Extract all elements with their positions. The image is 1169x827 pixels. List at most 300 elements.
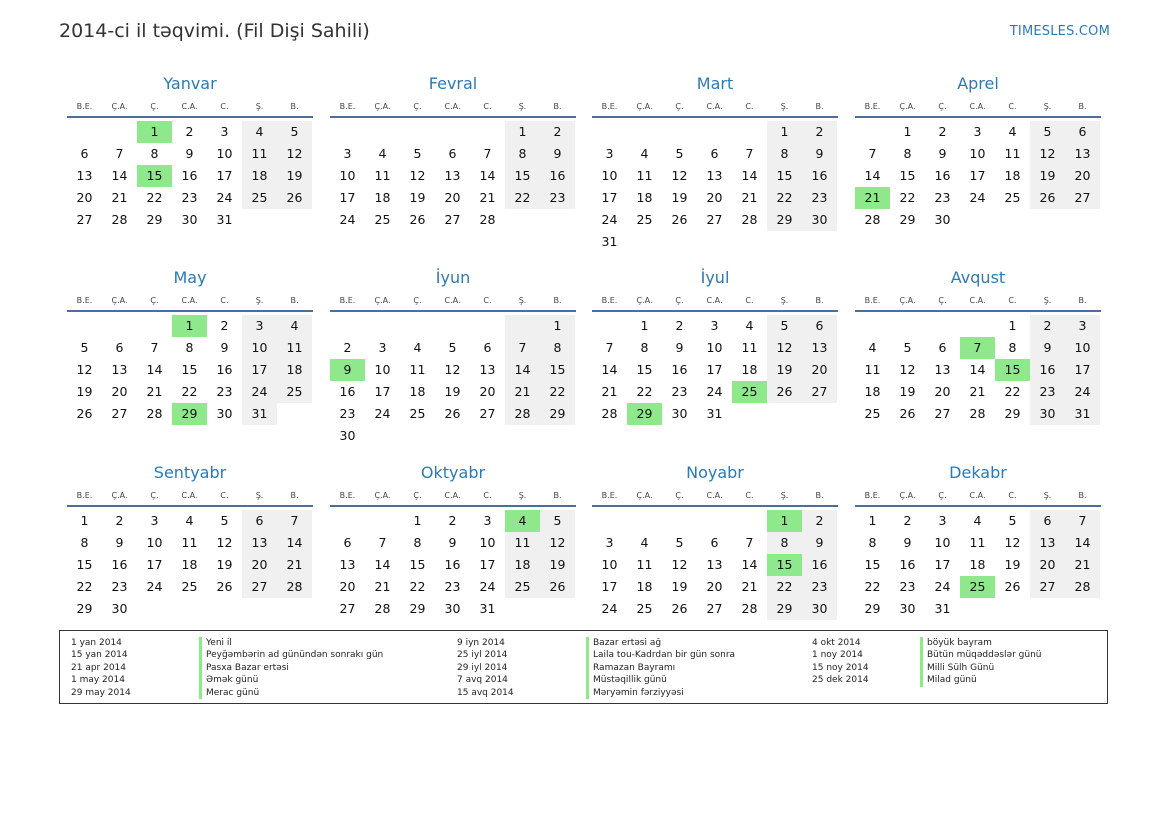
day-cell: 7 bbox=[277, 510, 312, 532]
holiday-day-cell: 15 bbox=[767, 554, 802, 576]
weekday-label: Ş. bbox=[518, 296, 527, 305]
day-cell: 21 bbox=[505, 381, 540, 403]
day-cell: 27 bbox=[1065, 187, 1100, 209]
legend-holiday: Peyğəmbərin ad günündən sonrakı gün bbox=[199, 649, 383, 661]
day-cell: 25 bbox=[864, 406, 881, 421]
day-cell: 12 bbox=[1030, 143, 1065, 165]
day-cell: 22 bbox=[146, 190, 163, 205]
holiday-day-cell: 1 bbox=[767, 510, 802, 532]
weekday-label: C. bbox=[483, 102, 492, 111]
day-cell: 12 bbox=[444, 362, 461, 377]
day-cell: 26 bbox=[767, 381, 802, 403]
day-cell: 17 bbox=[601, 579, 618, 594]
day-cell: 13 bbox=[1030, 532, 1065, 554]
weekday-header bbox=[592, 98, 838, 118]
legend-holiday: Məryəmin fərziyyəsi bbox=[586, 687, 735, 699]
holiday-day-cell: 29 bbox=[627, 403, 662, 425]
day-cell: 28 bbox=[864, 212, 881, 227]
day-cell: 12 bbox=[767, 337, 802, 359]
legend-holiday: Əmək günü bbox=[199, 674, 383, 686]
legend-names-2 bbox=[586, 637, 735, 699]
day-cell: 19 bbox=[671, 190, 688, 205]
day-cell: 14 bbox=[277, 532, 312, 554]
day-cell: 16 bbox=[1030, 359, 1065, 381]
day-cell: 8 bbox=[185, 340, 194, 355]
empty-cell bbox=[102, 121, 137, 143]
day-cell: 4 bbox=[640, 146, 649, 161]
day-cell: 6 bbox=[802, 315, 837, 337]
weekday-label: B.E. bbox=[864, 296, 881, 305]
day-cell: 11 bbox=[409, 362, 426, 377]
weekday-label: Ç. bbox=[150, 102, 159, 111]
day-cell: 18 bbox=[636, 579, 653, 594]
day-cell: 9 bbox=[903, 535, 912, 550]
day-cell: 6 bbox=[938, 340, 947, 355]
day-cell: 6 bbox=[1030, 510, 1065, 532]
empty-cell bbox=[592, 510, 627, 532]
day-cell: 10 bbox=[601, 557, 618, 572]
day-cell: 4 bbox=[378, 146, 387, 161]
day-cell: 14 bbox=[864, 168, 881, 183]
day-cell: 25 bbox=[242, 187, 277, 209]
day-cell: 24 bbox=[601, 601, 618, 616]
legend-date: 1 noy 2014 bbox=[812, 650, 863, 661]
day-cell: 2 bbox=[675, 318, 684, 333]
day-grid bbox=[592, 315, 838, 425]
weekday-label: C.A. bbox=[181, 102, 198, 111]
day-cell: 19 bbox=[671, 579, 688, 594]
weekday-label: Ç.A. bbox=[111, 102, 128, 111]
day-cell: 13 bbox=[479, 362, 496, 377]
weekday-label: C.A. bbox=[969, 296, 986, 305]
month-title: May bbox=[173, 268, 207, 287]
day-cell: 11 bbox=[242, 143, 277, 165]
day-cell: 16 bbox=[671, 362, 688, 377]
day-cell: 18 bbox=[969, 557, 986, 572]
month-block bbox=[67, 462, 313, 620]
day-cell: 25 bbox=[636, 601, 653, 616]
weekday-label: Ç.A. bbox=[374, 102, 391, 111]
weekday-header bbox=[330, 292, 576, 312]
holiday-day-cell: 15 bbox=[137, 165, 172, 187]
empty-cell bbox=[400, 121, 435, 143]
legend-date: 15 yan 2014 bbox=[71, 650, 128, 661]
day-cell: 5 bbox=[540, 510, 575, 532]
legend-holiday: Pasxa Bazar ertəsi bbox=[199, 662, 383, 674]
weekday-label: B.E. bbox=[601, 102, 618, 111]
weekday-label: Ç. bbox=[675, 102, 684, 111]
day-cell: 19 bbox=[409, 190, 426, 205]
day-cell: 4 bbox=[640, 535, 649, 550]
day-cell: 8 bbox=[868, 535, 877, 550]
day-cell: 19 bbox=[540, 554, 575, 576]
holiday-day-cell: 1 bbox=[172, 315, 207, 337]
day-cell: 14 bbox=[1065, 532, 1100, 554]
month-title: Yanvar bbox=[163, 74, 217, 93]
day-cell: 24 bbox=[934, 579, 951, 594]
weekday-label: B. bbox=[815, 296, 824, 305]
weekday-label: C. bbox=[1008, 102, 1017, 111]
day-cell: 20 bbox=[242, 554, 277, 576]
empty-cell bbox=[435, 315, 470, 337]
day-cell: 23 bbox=[934, 190, 951, 205]
weekday-label: C.A. bbox=[706, 491, 723, 500]
day-cell: 2 bbox=[115, 513, 124, 528]
day-cell: 30 bbox=[181, 212, 198, 227]
weekday-label: Ş. bbox=[255, 102, 264, 111]
weekday-label: C. bbox=[220, 102, 229, 111]
day-cell: 21 bbox=[1065, 554, 1100, 576]
day-cell: 1 bbox=[413, 513, 422, 528]
day-cell: 5 bbox=[80, 340, 89, 355]
day-cell: 24 bbox=[969, 190, 986, 205]
day-cell: 13 bbox=[934, 362, 951, 377]
day-cell: 29 bbox=[767, 209, 802, 231]
empty-cell bbox=[330, 510, 365, 532]
weekday-label: Ç. bbox=[675, 296, 684, 305]
weekday-label: B. bbox=[1078, 102, 1087, 111]
day-cell: 23 bbox=[540, 187, 575, 209]
day-cell: 22 bbox=[767, 187, 802, 209]
day-cell: 27 bbox=[479, 406, 496, 421]
day-cell: 15 bbox=[409, 557, 426, 572]
day-cell: 27 bbox=[76, 212, 93, 227]
day-cell: 26 bbox=[671, 601, 688, 616]
weekday-label: B. bbox=[815, 491, 824, 500]
day-cell: 13 bbox=[111, 362, 128, 377]
day-cell: 10 bbox=[216, 146, 233, 161]
day-cell: 9 bbox=[448, 535, 457, 550]
weekday-label: B.E. bbox=[339, 102, 356, 111]
day-cell: 12 bbox=[76, 362, 93, 377]
legend-holiday: Ramazan Bayramı bbox=[586, 662, 735, 674]
month-title: Sentyabr bbox=[153, 463, 227, 482]
day-cell: 4 bbox=[745, 318, 754, 333]
weekday-label: B. bbox=[290, 491, 299, 500]
day-cell: 8 bbox=[767, 143, 802, 165]
day-cell: 26 bbox=[277, 187, 312, 209]
day-cell: 12 bbox=[1004, 535, 1021, 550]
day-cell: 27 bbox=[1030, 576, 1065, 598]
day-cell: 28 bbox=[969, 406, 986, 421]
day-cell: 11 bbox=[181, 535, 198, 550]
day-cell: 5 bbox=[903, 340, 912, 355]
day-cell: 3 bbox=[973, 124, 982, 139]
day-cell: 3 bbox=[220, 124, 229, 139]
day-cell: 14 bbox=[969, 362, 986, 377]
day-cell: 30 bbox=[671, 406, 688, 421]
day-cell: 13 bbox=[242, 532, 277, 554]
day-cell: 15 bbox=[899, 168, 916, 183]
day-cell: 16 bbox=[934, 168, 951, 183]
day-cell: 9 bbox=[802, 143, 837, 165]
day-cell: 8 bbox=[1008, 340, 1017, 355]
holiday-day-cell: 7 bbox=[960, 337, 995, 359]
month-title: Oktyabr bbox=[420, 463, 486, 482]
day-cell: 8 bbox=[505, 143, 540, 165]
day-cell: 29 bbox=[540, 403, 575, 425]
day-cell: 18 bbox=[864, 384, 881, 399]
day-cell: 23 bbox=[1030, 381, 1065, 403]
day-cell: 16 bbox=[540, 165, 575, 187]
day-cell: 19 bbox=[444, 384, 461, 399]
day-cell: 30 bbox=[1030, 403, 1065, 425]
day-cell: 15 bbox=[505, 165, 540, 187]
day-grid bbox=[330, 121, 576, 231]
day-cell: 9 bbox=[938, 146, 947, 161]
day-cell: 4 bbox=[973, 513, 982, 528]
weekday-header bbox=[67, 98, 313, 118]
day-cell: 10 bbox=[339, 168, 356, 183]
day-cell: 16 bbox=[802, 554, 837, 576]
day-cell: 11 bbox=[636, 168, 653, 183]
weekday-label: C. bbox=[1008, 491, 1017, 500]
day-cell: 14 bbox=[741, 168, 758, 183]
day-cell: 21 bbox=[374, 579, 391, 594]
day-cell: 8 bbox=[413, 535, 422, 550]
day-cell: 7 bbox=[150, 340, 159, 355]
day-cell: 16 bbox=[802, 165, 837, 187]
month-block bbox=[330, 73, 576, 231]
empty-cell bbox=[925, 315, 960, 337]
day-cell: 12 bbox=[899, 362, 916, 377]
page-title: 2014-ci il təqvimi. (Fil Dişi Sahili) bbox=[59, 20, 370, 42]
day-cell: 5 bbox=[220, 513, 229, 528]
day-cell: 29 bbox=[767, 598, 802, 620]
empty-cell bbox=[137, 315, 172, 337]
day-cell: 1 bbox=[640, 318, 649, 333]
day-cell: 3 bbox=[938, 513, 947, 528]
day-cell: 9 bbox=[115, 535, 124, 550]
weekday-label: C.A. bbox=[706, 296, 723, 305]
day-cell: 15 bbox=[76, 557, 93, 572]
day-cell: 25 bbox=[277, 381, 312, 403]
weekday-label: B.E. bbox=[76, 296, 93, 305]
weekday-header bbox=[330, 487, 576, 507]
day-cell: 20 bbox=[111, 384, 128, 399]
legend-holiday: Müstəqillik günü bbox=[586, 674, 735, 686]
day-cell: 27 bbox=[444, 212, 461, 227]
weekday-label: B.E. bbox=[864, 102, 881, 111]
day-cell: 2 bbox=[540, 121, 575, 143]
day-cell: 18 bbox=[505, 554, 540, 576]
day-cell: 12 bbox=[409, 168, 426, 183]
weekday-label: Ç.A. bbox=[636, 491, 653, 500]
holiday-day-cell: 15 bbox=[995, 359, 1030, 381]
day-cell: 17 bbox=[601, 190, 618, 205]
day-cell: 17 bbox=[242, 359, 277, 381]
day-cell: 22 bbox=[505, 187, 540, 209]
day-cell: 23 bbox=[802, 187, 837, 209]
day-cell: 28 bbox=[146, 406, 163, 421]
month-block bbox=[592, 73, 838, 253]
day-cell: 7 bbox=[745, 535, 754, 550]
empty-cell bbox=[662, 510, 697, 532]
weekday-header bbox=[330, 98, 576, 118]
day-cell: 4 bbox=[868, 340, 877, 355]
empty-cell bbox=[732, 510, 767, 532]
day-cell: 24 bbox=[479, 579, 496, 594]
day-cell: 7 bbox=[378, 535, 387, 550]
day-cell: 21 bbox=[479, 190, 496, 205]
empty-cell bbox=[662, 121, 697, 143]
day-cell: 18 bbox=[1004, 168, 1021, 183]
weekday-label: C. bbox=[745, 102, 754, 111]
day-cell: 24 bbox=[601, 212, 618, 227]
site-link[interactable]: TIMESLES.COM bbox=[1009, 24, 1110, 39]
day-cell: 9 bbox=[540, 143, 575, 165]
day-cell: 20 bbox=[1065, 165, 1100, 187]
weekday-label: Ç. bbox=[150, 491, 159, 500]
day-grid bbox=[67, 315, 313, 425]
day-cell: 4 bbox=[185, 513, 194, 528]
day-cell: 3 bbox=[605, 146, 614, 161]
month-block bbox=[855, 462, 1101, 620]
month-block bbox=[592, 462, 838, 620]
empty-cell bbox=[102, 315, 137, 337]
day-cell: 29 bbox=[409, 601, 426, 616]
day-cell: 19 bbox=[767, 359, 802, 381]
day-cell: 6 bbox=[1065, 121, 1100, 143]
day-cell: 28 bbox=[505, 403, 540, 425]
legend-date: 9 iyn 2014 bbox=[457, 638, 505, 648]
month-block bbox=[855, 73, 1101, 231]
day-cell: 14 bbox=[374, 557, 391, 572]
day-cell: 3 bbox=[483, 513, 492, 528]
day-cell: 23 bbox=[339, 406, 356, 421]
day-cell: 5 bbox=[675, 535, 684, 550]
day-cell: 2 bbox=[185, 124, 194, 139]
weekday-label: C.A. bbox=[969, 491, 986, 500]
day-cell: 24 bbox=[242, 381, 277, 403]
holiday-day-cell: 29 bbox=[172, 403, 207, 425]
weekday-label: Ş. bbox=[255, 296, 264, 305]
day-cell: 23 bbox=[444, 579, 461, 594]
day-cell: 18 bbox=[181, 557, 198, 572]
month-title: Avqust bbox=[950, 268, 1006, 287]
day-cell: 11 bbox=[636, 557, 653, 572]
weekday-label: B.E. bbox=[864, 491, 881, 500]
day-cell: 10 bbox=[601, 168, 618, 183]
weekday-label: Ç.A. bbox=[111, 491, 128, 500]
month-block bbox=[592, 267, 838, 425]
month-block bbox=[67, 267, 313, 425]
weekday-label: Ş. bbox=[780, 102, 789, 111]
day-cell: 6 bbox=[343, 535, 352, 550]
day-cell: 29 bbox=[76, 601, 93, 616]
empty-cell bbox=[330, 121, 365, 143]
day-cell: 10 bbox=[242, 337, 277, 359]
day-cell: 1 bbox=[1008, 318, 1017, 333]
day-cell: 5 bbox=[767, 315, 802, 337]
day-cell: 8 bbox=[150, 146, 159, 161]
day-cell: 22 bbox=[76, 579, 93, 594]
empty-cell bbox=[505, 315, 540, 337]
day-cell: 26 bbox=[540, 576, 575, 598]
day-cell: 6 bbox=[115, 340, 124, 355]
day-cell: 24 bbox=[216, 190, 233, 205]
day-cell: 1 bbox=[868, 513, 877, 528]
day-cell: 15 bbox=[864, 557, 881, 572]
weekday-header bbox=[855, 487, 1101, 507]
day-cell: 2 bbox=[802, 121, 837, 143]
day-cell: 1 bbox=[540, 315, 575, 337]
day-cell: 13 bbox=[802, 337, 837, 359]
day-cell: 15 bbox=[636, 362, 653, 377]
month-title: Noyabr bbox=[686, 463, 744, 482]
legend-date: 25 dek 2014 bbox=[812, 675, 869, 686]
day-cell: 27 bbox=[802, 381, 837, 403]
weekday-label: B.E. bbox=[601, 296, 618, 305]
weekday-label: B.E. bbox=[339, 296, 356, 305]
legend-holiday: Milad günü bbox=[920, 674, 1041, 686]
day-cell: 16 bbox=[339, 384, 356, 399]
day-cell: 12 bbox=[671, 557, 688, 572]
day-cell: 28 bbox=[111, 212, 128, 227]
day-grid bbox=[855, 315, 1101, 425]
day-cell: 21 bbox=[601, 384, 618, 399]
day-cell: 18 bbox=[374, 190, 391, 205]
day-cell: 3 bbox=[1065, 315, 1100, 337]
legend-holiday: Merac günü bbox=[199, 687, 383, 699]
day-cell: 2 bbox=[343, 340, 352, 355]
day-cell: 14 bbox=[505, 359, 540, 381]
day-grid bbox=[67, 121, 313, 231]
month-title: Dekabr bbox=[949, 463, 1007, 482]
day-cell: 27 bbox=[706, 601, 723, 616]
day-cell: 2 bbox=[903, 513, 912, 528]
day-grid bbox=[592, 121, 838, 253]
day-cell: 30 bbox=[444, 601, 461, 616]
day-cell: 16 bbox=[111, 557, 128, 572]
legend-date: 7 avq 2014 bbox=[457, 675, 508, 686]
day-cell: 3 bbox=[710, 318, 719, 333]
day-cell: 20 bbox=[479, 384, 496, 399]
day-cell: 17 bbox=[706, 362, 723, 377]
day-cell: 27 bbox=[242, 576, 277, 598]
holiday-day-cell: 21 bbox=[855, 187, 890, 209]
legend-date: 29 may 2014 bbox=[71, 687, 131, 698]
day-cell: 29 bbox=[1004, 406, 1021, 421]
day-cell: 4 bbox=[242, 121, 277, 143]
day-cell: 22 bbox=[181, 384, 198, 399]
weekday-label: B.E. bbox=[76, 102, 93, 111]
day-cell: 7 bbox=[605, 340, 614, 355]
weekday-label: B.E. bbox=[76, 491, 93, 500]
legend-date: 25 iyl 2014 bbox=[457, 650, 508, 661]
day-cell: 17 bbox=[934, 557, 951, 572]
weekday-label: B. bbox=[1078, 296, 1087, 305]
day-cell: 19 bbox=[899, 384, 916, 399]
empty-cell bbox=[592, 315, 627, 337]
empty-cell bbox=[855, 121, 890, 143]
day-cell: 22 bbox=[540, 381, 575, 403]
legend-date: 15 avq 2014 bbox=[457, 687, 514, 698]
empty-cell bbox=[592, 121, 627, 143]
weekday-label: Ç.A. bbox=[899, 491, 916, 500]
day-cell: 24 bbox=[146, 579, 163, 594]
weekday-label: Ç.A. bbox=[374, 491, 391, 500]
day-cell: 24 bbox=[706, 384, 723, 399]
day-cell: 22 bbox=[409, 579, 426, 594]
weekday-label: Ç.A. bbox=[111, 296, 128, 305]
day-cell: 29 bbox=[146, 212, 163, 227]
day-cell: 16 bbox=[216, 362, 233, 377]
weekday-label: Ş. bbox=[255, 491, 264, 500]
day-cell: 19 bbox=[1004, 557, 1021, 572]
day-cell: 21 bbox=[146, 384, 163, 399]
day-cell: 23 bbox=[111, 579, 128, 594]
